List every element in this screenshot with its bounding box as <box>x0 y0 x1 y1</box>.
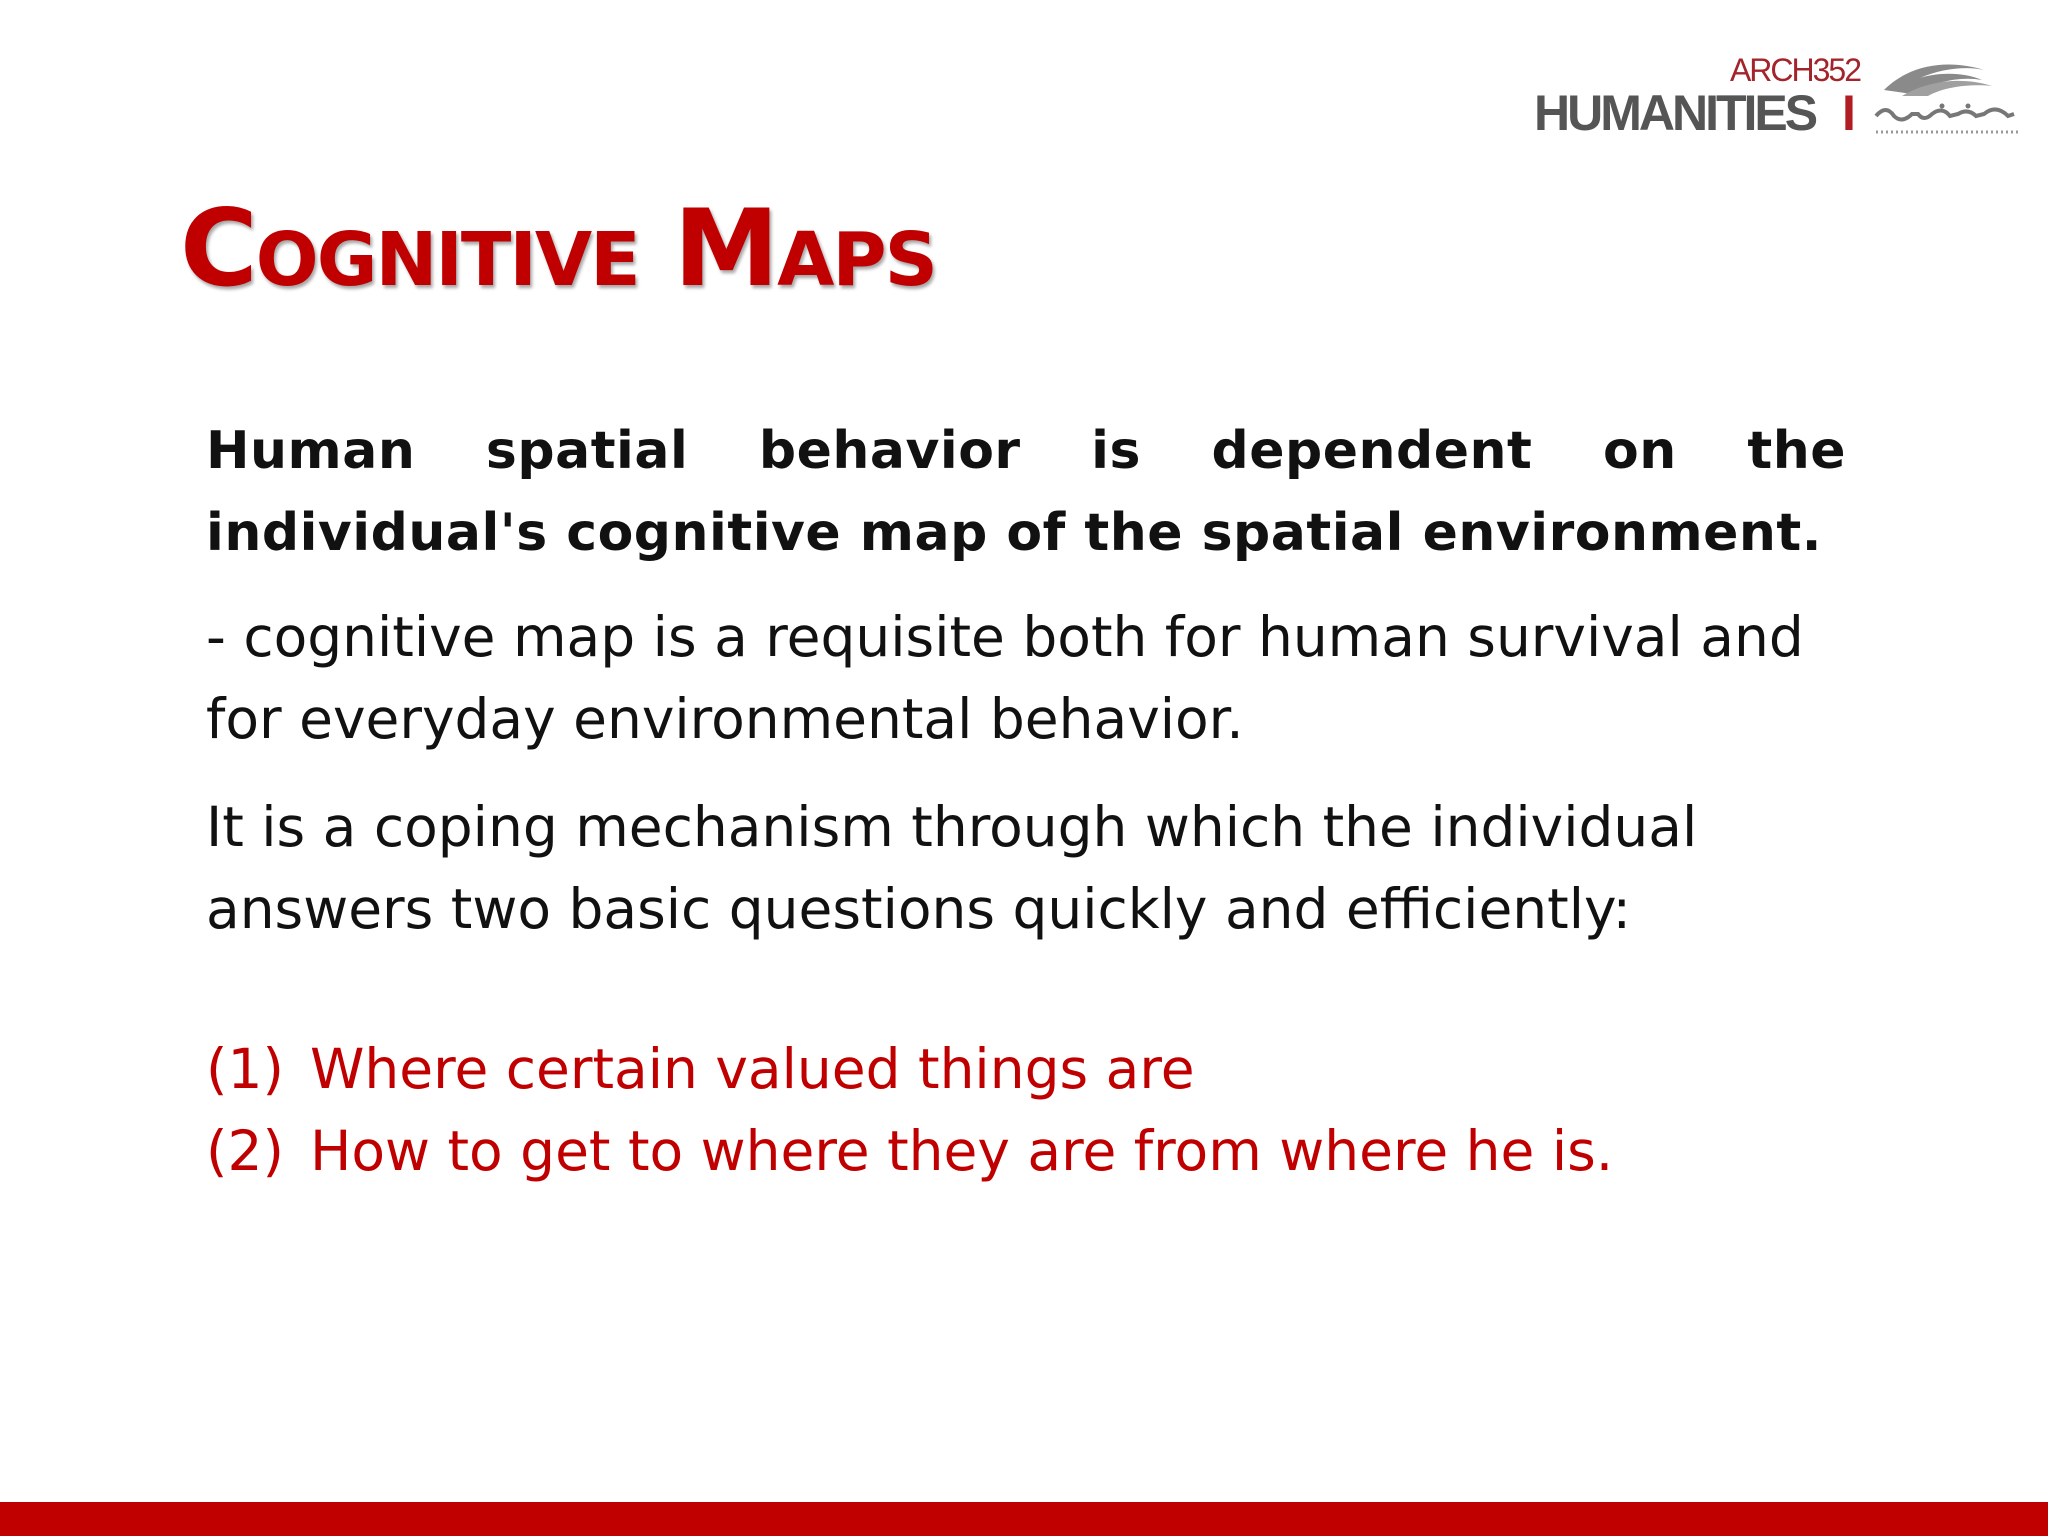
footer-bar <box>0 1502 2048 1536</box>
question-item <box>206 1110 1846 1192</box>
slide-body <box>206 410 1846 1208</box>
slide-title: Cognitive Maps <box>180 187 936 310</box>
paragraph-survival: - cognitive map is a requisite both for human survival and for everyday environmental behavior. <box>206 605 1804 751</box>
question-text: How to get to where they are from where he is. <box>310 1119 1614 1183</box>
university-logo-icon <box>1872 56 2022 144</box>
question-number: (1) <box>206 1037 284 1101</box>
course-branding <box>1530 54 1860 144</box>
questions-list <box>206 1028 1846 1192</box>
course-code: ARCH352 <box>1729 52 1860 88</box>
question-number: (2) <box>206 1119 284 1183</box>
course-level: I <box>1842 85 1856 141</box>
lead-statement: Human spatial behavior is dependent on the individual's cognitive map of the spatial environment. <box>206 421 1846 563</box>
course-name: HUMANITIES <box>1534 85 1816 141</box>
question-text: Where certain valued things are <box>310 1037 1195 1101</box>
university-logo <box>1872 56 2022 144</box>
question-item <box>206 1028 1846 1110</box>
paragraph-coping: It is a coping mechanism through which the individual answers two basic questions quickly and efficiently: <box>206 795 1698 941</box>
